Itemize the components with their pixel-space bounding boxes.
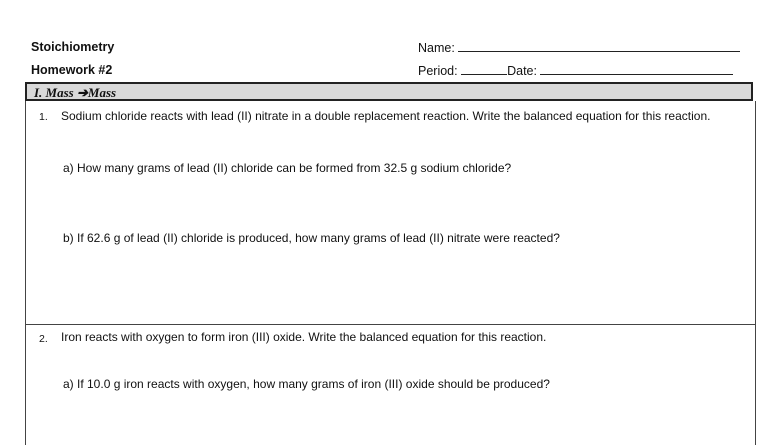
question-number: 1. [39,111,48,123]
period-blank[interactable] [461,63,507,75]
date-blank[interactable] [540,63,733,75]
period-date-row [418,63,733,78]
question-box-2 [25,325,756,445]
question-part: b) If 62.6 g of lead (II) chloride is produced, how many grams of lead (II) nitrate were reacted? [63,231,560,245]
name-label: Name: [418,41,455,55]
question-box-1 [25,101,756,325]
question-number: 2. [39,333,48,345]
section-header [25,82,753,101]
name-blank[interactable] [458,40,740,52]
question-text: Iron reacts with oxygen to form iron (III) oxide. Write the balanced equation for this reaction. [61,330,547,344]
question-part: a) How many grams of lead (II) chloride can be formed from 32.5 g sodium chloride? [63,161,512,175]
name-row [418,40,740,55]
question-text: Sodium chloride reacts with lead (II) nitrate in a double replacement reaction. Write the balanced equation for this reaction. [61,109,711,123]
date-label: Date: [507,64,537,78]
section-title: I. Mass ➔Mass [34,85,117,100]
question-part: a) If 10.0 g iron reacts with oxygen, how many grams of iron (III) oxide should be produced? [63,377,550,391]
period-label: Period: [418,64,458,78]
worksheet-title: Stoichiometry [31,40,115,54]
worksheet-subtitle: Homework #2 [31,63,113,77]
